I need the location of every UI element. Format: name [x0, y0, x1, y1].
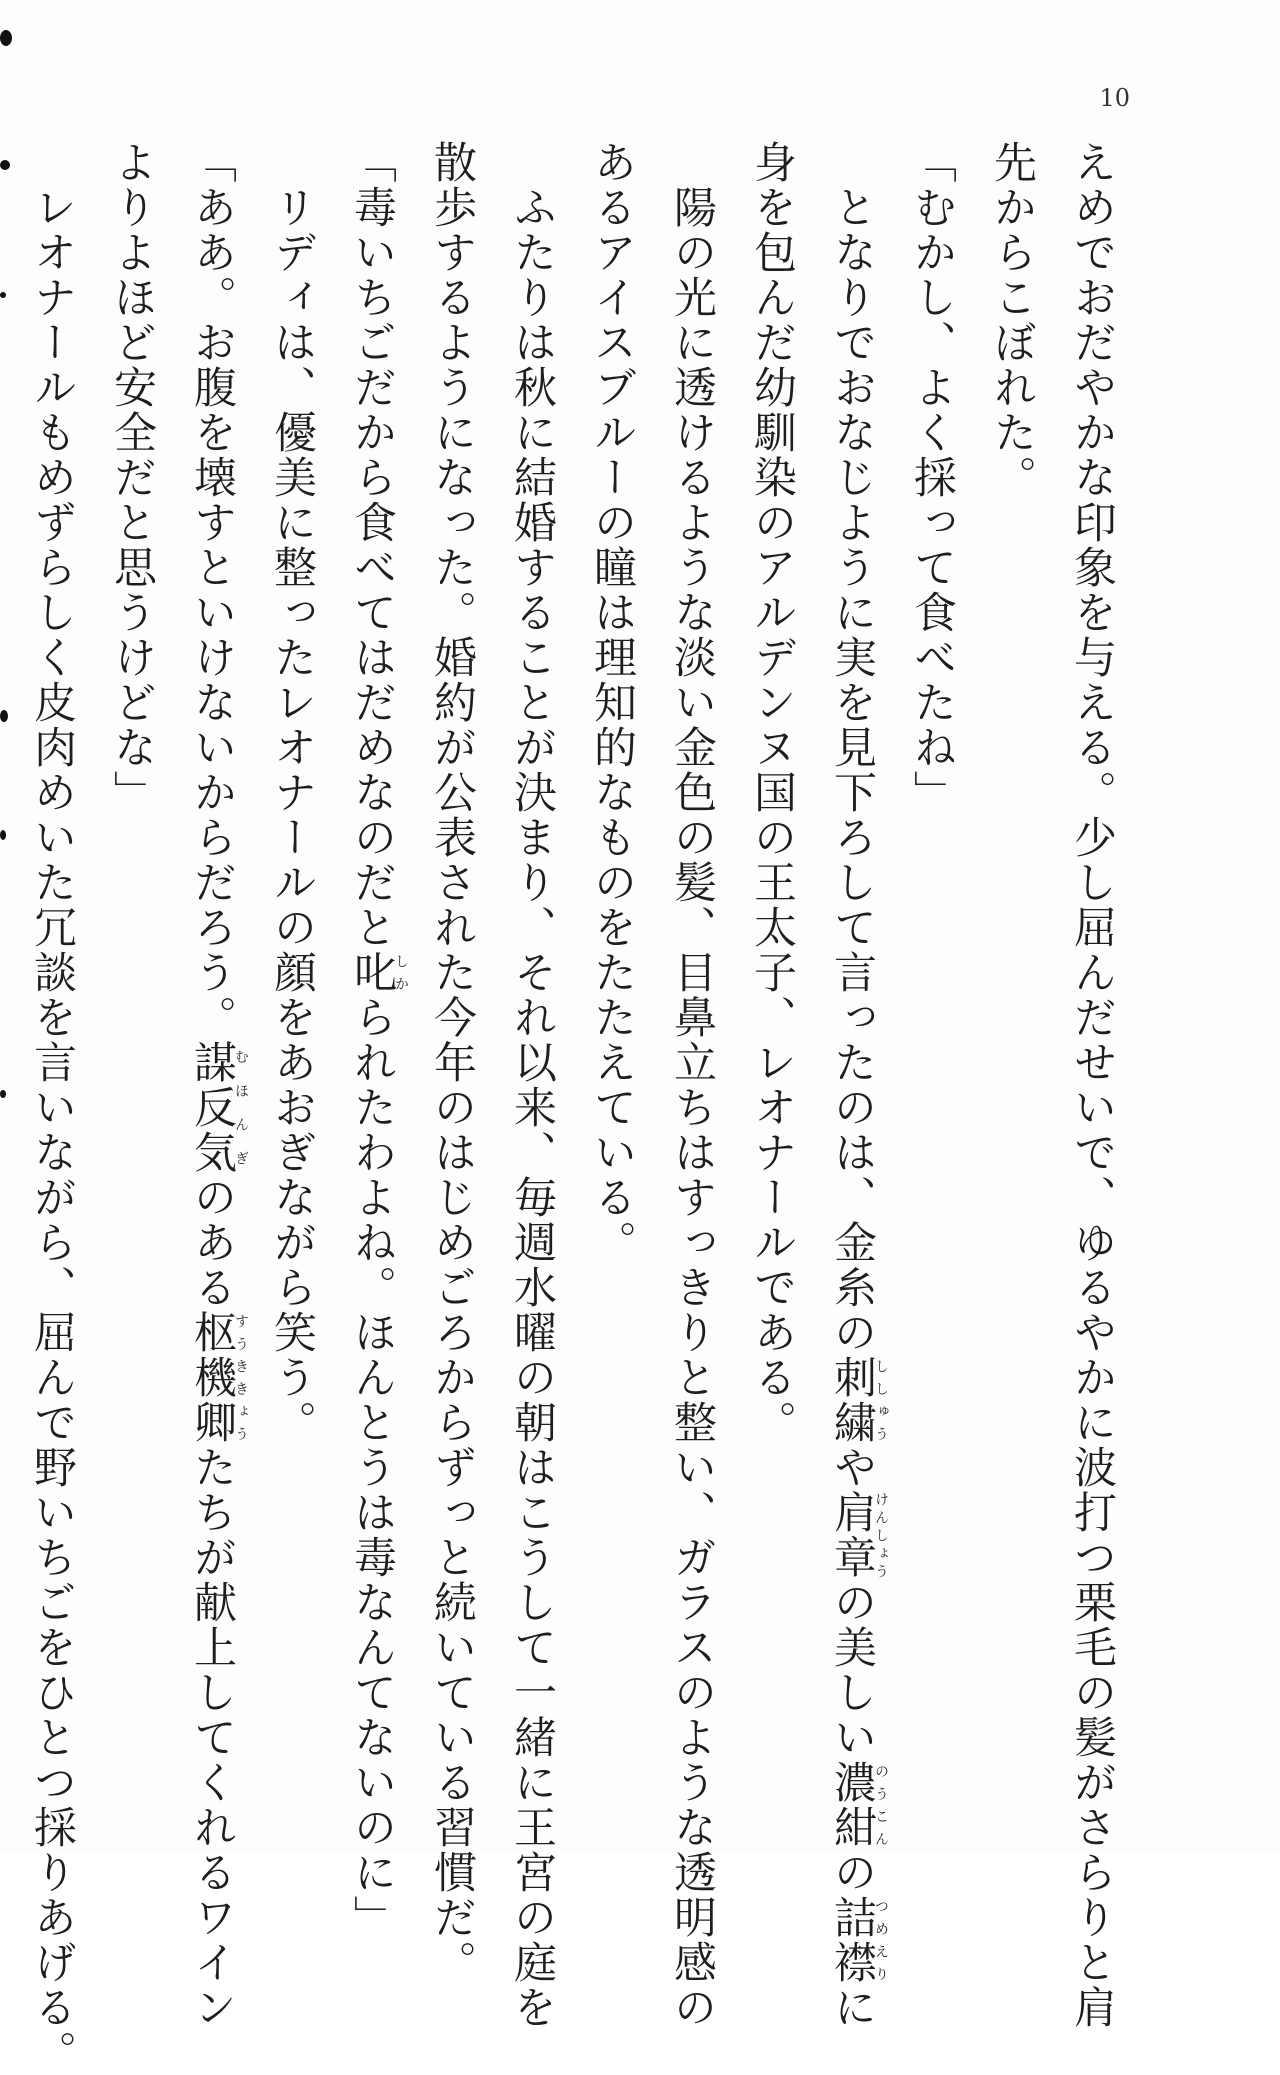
- scan-spot: [0, 160, 10, 170]
- text-line: 「むかし、よく採って食べたね」: [907, 140, 957, 815]
- text-line: ふたりは秋に結婚することが決まり、それ以来、毎週水曜の朝はこうして一緒に王宮の庭を: [507, 140, 557, 2030]
- vertical-text-body: [27, 140, 1132, 2075]
- text-line: 身を包んだ幼馴染のアルデンヌ国の王太子、レオナールである。: [747, 140, 797, 1445]
- page-number: 10: [1099, 84, 1130, 112]
- scan-spot: [0, 292, 6, 298]
- scan-spot: [0, 30, 12, 46]
- scan-spot: [0, 710, 8, 722]
- text-line: あるアイスブルーの瞳は理知的なものをたたえている。: [587, 140, 637, 1265]
- text-line: 陽の光に透けるような淡い金色の髪、目鼻立ちはすっきりと整い、ガラスのような透明感の: [667, 140, 717, 2030]
- text-line: レオナールもめずらしく皮肉めいた冗談を言いながら、屈んで野いちごをひとつ採りあげる。: [27, 140, 77, 2075]
- text-line: 散歩するようになった。婚約が公表された今年のはじめごろからずっと続いている習慣だ。: [427, 140, 477, 1985]
- text-line: よりよほど安全だと思うけどな」: [107, 140, 157, 815]
- text-line: [0, 140, 12, 1800]
- text-line: 「毒いちごだから食べてはだめなのだと叱しかられたわよね。ほんとうは毒なんてないのに」: [347, 140, 409, 1940]
- text-line: となりでおなじように実を見下ろして言ったのは、金糸の刺繍ししゅうや肩章けんしょうの美しい濃紺のうこんの詰襟つめえりに: [827, 140, 889, 2030]
- scan-spot: [0, 1090, 6, 1098]
- text-line: リディは、優美に整ったレオナールの顔をあおぎながら笑う。: [267, 140, 317, 1445]
- text-line: えめでおだやかな印象を与える。少し屈んだせいで、ゆるやかに波打つ栗毛の髪がさらりと肩: [1067, 140, 1117, 2030]
- text-line: 先からこぼれた。: [987, 140, 1037, 500]
- scan-spot: [0, 830, 6, 840]
- text-line: 「ああ。お腹を壊すといけないからだろう。謀反気むほんぎのある枢機卿すうききょうたちが献上してくれるワイン: [187, 140, 249, 2030]
